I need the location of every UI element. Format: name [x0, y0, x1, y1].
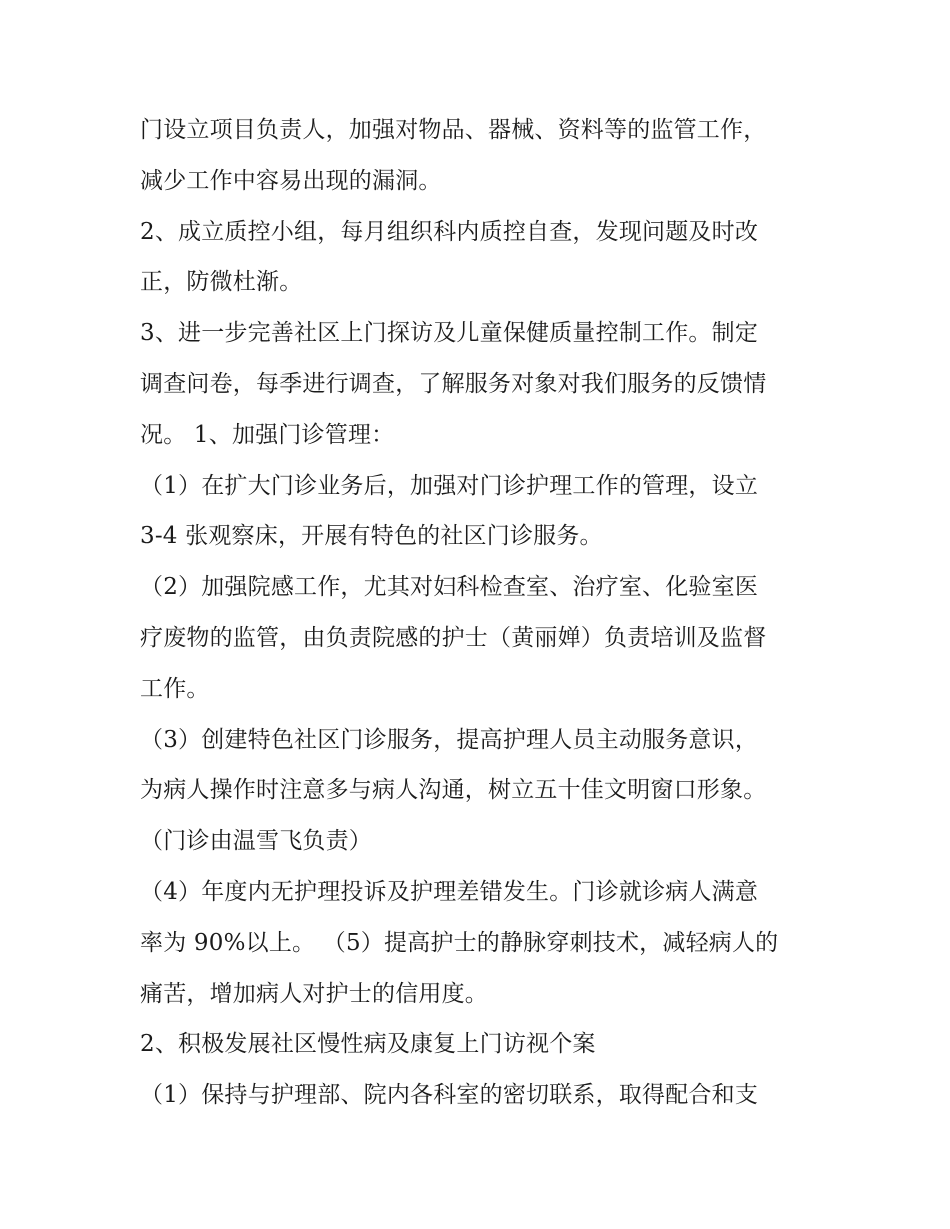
text-line: （1）保持与护理部、院内各科室的密切联系，取得配合和支 [140, 1082, 759, 1109]
text-line: 况。 1、加强门诊管理： [140, 421, 395, 448]
text-line: 率为 90%以上。 （5）提高护士的静脉穿刺技术，减轻病人的 [140, 929, 779, 956]
text-line: 疗废物的监管，由负责院感的护士（黄丽婵）负责培训及监督 [140, 624, 767, 651]
document-body [140, 105, 820, 1121]
text-line: 3-4 张观察床，开展有特色的社区门诊服务。 [140, 523, 603, 550]
text-line: 2、积极发展社区慢性病及康复上门访视个案 [140, 1031, 596, 1058]
text-line: 正，防微杜渐。 [140, 269, 303, 296]
text-line: 痛苦，增加病人对护士的信用度。 [140, 980, 488, 1007]
text-line: 减少工作中容易出现的漏洞。 [140, 167, 442, 194]
text-line: （4）年度内无护理投诉及护理差错发生。门诊就诊病人满意 [140, 878, 759, 905]
text-line: （1）在扩大门诊业务后，加强对门诊护理工作的管理，设立 [140, 472, 759, 499]
text-line: 门设立项目负责人，加强对物品、器械、资料等的监管工作， [140, 117, 767, 143]
text-line: （3）创建特色社区门诊服务，提高护理人员主动服务意识， [140, 726, 759, 753]
text-line: 为病人操作时注意多与病人沟通，树立五十佳文明窗口形象。 [140, 777, 767, 804]
text-line: 3、进一步完善社区上门探访及儿童保健质量控制工作。制定 [140, 320, 759, 347]
text-line: 调查问卷，每季进行调查，了解服务对象对我们服务的反馈情 [140, 370, 767, 397]
text-line: 工作。 [140, 675, 210, 702]
text-line: 2、成立质控小组，每月组织科内质控自查，发现问题及时改 [140, 218, 759, 245]
text-line: （门诊由温雪飞负责） [140, 828, 372, 855]
text-line: （2）加强院感工作，尤其对妇科检查室、治疗室、化验室医 [140, 574, 759, 601]
